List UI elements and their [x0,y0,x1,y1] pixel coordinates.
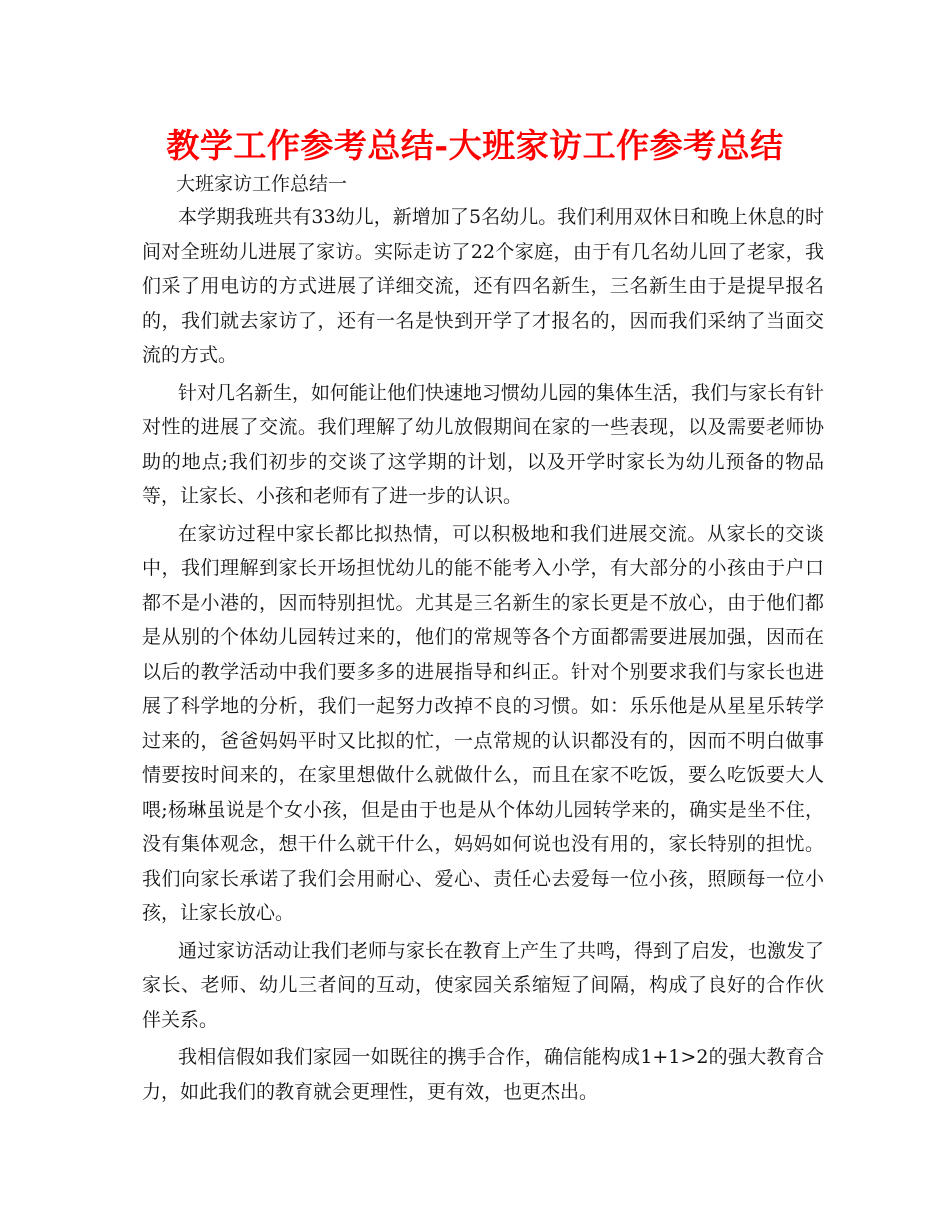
paragraph-1: 本学期我班共有33幼儿，新增加了5名幼儿。我们利用双休日和晚上休息的时间对全班幼儿进展了家访。实际走访了22个家庭，由于有几名幼儿回了老家，我们采了用电访的方式进展了详细交流，还有四名新生，三名新生由于是提早报名的，我们就去家访了，还有一名是快到开学了才报名的，因而我们采纳了当面交流的方式。 [142,206,824,366]
paragraph-5: 我相信假如我们家园一如既往的携手合作，确信能构成1+1>2的强大教育合力，如此我们的教育就会更理性，更有效，也更杰出。 [142,1046,824,1103]
document-body [142,200,824,1112]
paragraph-3: 在家访过程中家长都比拟热情，可以积极地和我们进展交流。从家长的交谈中，我们理解到家长开场担忧幼儿的能不能考入小学，有大部分的小孩由于户口都不是小港的，因而特别担忧。尤其是三名新生的家长更是不放心，由于他们都是从别的个体幼儿园转过来的，他们的常规等各个方面都需要进展加强，因而在以后的教学活动中我们要多多的进展指导和纠正。针对个别要求我们与家长也进展了科学地的分析，我们一起努力改掉不良的习惯。如：乐乐他是从星星乐转学过来的，爸爸妈妈平时又比拟的忙，一点常规的认识都没有的，因而不明白做事情要按时间来的，在家里想做什么就做什么，而且在家不吃饭，要么吃饭要大人喂;杨琳虽说是个女小孩，但是由于也是从个体幼儿园转学来的，确实是坐不住，没有集体观念，想干什么就干什么，妈妈如何说也没有用的，家长特别的担忧。我们向家长承诺了我们会用耐心、爱心、责任心去爱每一位小孩，照顾每一位小孩，让家长放心。 [142,522,824,924]
document-subtitle: 大班家访工作总结一 [176,173,348,195]
paragraph-2: 针对几名新生，如何能让他们快速地习惯幼儿园的集体生活，我们与家长有针对性的进展了交流。我们理解了幼儿放假期间在家的一些表现，以及需要老师协助的地点;我们初步的交谈了这学期的计划，以及开学时家长为幼儿预备的物品等，让家长、小孩和老师有了进一步的认识。 [142,381,825,507]
paragraph-4: 通过家访活动让我们老师与家长在教育上产生了共鸣，得到了启发，也激发了家长、老师、幼儿三者间的互动，使家园关系缩短了间隔，构成了良好的合作伙伴关系。 [142,939,825,1031]
document-title: 教学工作参考总结-大班家访工作参考总结 [166,126,784,165]
